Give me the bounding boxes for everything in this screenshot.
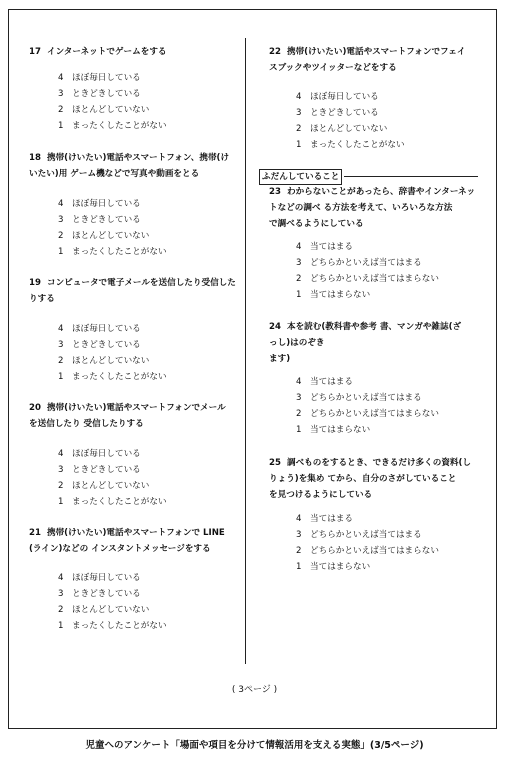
answer-option[interactable]	[58, 353, 149, 369]
option-number: 4	[296, 92, 302, 102]
question-line: 本を読む(教科書や参考 書、マンガや雑誌(ざ	[286, 322, 462, 332]
option-label: 当てはまらない	[310, 562, 371, 572]
question-text	[29, 525, 239, 541]
question-line: 携帯(けいたい)電話やスマートフォン、携帯(け	[46, 153, 230, 163]
answer-option[interactable]	[296, 287, 370, 303]
answer-option[interactable]	[296, 121, 387, 137]
option-number: 2	[296, 124, 302, 134]
option-number: 1	[58, 621, 64, 631]
answer-option[interactable]	[296, 239, 353, 255]
option-label: 当てはまらない	[310, 425, 371, 435]
option-label: ほぼ毎日している	[72, 324, 141, 334]
question-text	[29, 416, 239, 432]
option-label: ほぼ毎日している	[72, 73, 141, 83]
question-line: りする	[29, 294, 55, 304]
option-number: 3	[296, 393, 302, 403]
answer-option[interactable]	[296, 105, 379, 121]
option-label: ほとんどしていない	[72, 105, 150, 115]
answer-option[interactable]	[58, 446, 141, 462]
option-label: どちらかといえば当てはまる	[310, 530, 422, 540]
answer-option[interactable]	[58, 602, 149, 618]
question-text	[269, 200, 483, 216]
option-label: ほぼ毎日している	[72, 573, 141, 583]
answer-option[interactable]	[296, 271, 439, 287]
question-line: っし)はのぞき	[269, 338, 325, 348]
page-number: ( 3ページ )	[231, 685, 278, 695]
question-21	[29, 525, 239, 557]
answer-option[interactable]	[58, 369, 167, 385]
option-label: どちらかといえば当てはまる	[310, 258, 422, 268]
option-number: 4	[296, 242, 302, 252]
option-label: まったくしたことがない	[72, 372, 167, 382]
option-number: 3	[58, 465, 64, 475]
option-number: 1	[296, 290, 302, 300]
question-number: 23	[269, 187, 281, 197]
answer-option[interactable]	[296, 406, 439, 422]
answer-option[interactable]	[58, 494, 167, 510]
question-text	[269, 60, 483, 76]
option-label: ほぼ毎日している	[72, 199, 141, 209]
section-heading	[259, 169, 478, 183]
option-label: ときどきしている	[72, 89, 141, 99]
question-25	[269, 455, 483, 503]
question-text	[29, 541, 239, 557]
question-text	[269, 44, 483, 60]
option-label: まったくしたことがない	[72, 247, 167, 257]
section-label: ふだんしていること	[259, 169, 342, 185]
option-number: 2	[58, 356, 64, 366]
option-number: 4	[58, 449, 64, 459]
option-label: ときどきしている	[72, 340, 141, 350]
option-label: 当てはまらない	[310, 290, 371, 300]
option-label: ほとんどしていない	[72, 481, 150, 491]
question-text	[29, 400, 239, 416]
question-20	[29, 400, 239, 432]
column-divider	[245, 38, 246, 664]
option-number: 1	[58, 247, 64, 257]
answer-option[interactable]	[296, 559, 370, 575]
answer-option[interactable]	[58, 118, 167, 134]
option-number: 1	[58, 497, 64, 507]
question-line: 携帯(けいたい)電話やスマートフォンでフェイ	[286, 47, 466, 57]
question-line: ます)	[269, 354, 291, 364]
option-number: 2	[296, 409, 302, 419]
answer-option[interactable]	[58, 102, 149, 118]
option-number: 3	[58, 215, 64, 225]
option-number: 3	[296, 108, 302, 118]
answer-option[interactable]	[296, 511, 353, 527]
footer-title: 児童へのアンケート「場面や項目を分けて情報活用を支える実態」(3/5ページ)	[85, 740, 424, 751]
question-number: 20	[29, 403, 41, 413]
answer-option[interactable]	[58, 244, 167, 260]
option-label: まったくしたことがない	[310, 140, 405, 150]
option-label: ほとんどしていない	[72, 231, 150, 241]
option-label: どちらかといえば当てはまらない	[310, 546, 439, 556]
question-22	[269, 44, 483, 76]
option-number: 2	[58, 605, 64, 615]
question-number: 21	[29, 528, 41, 538]
answer-option[interactable]	[296, 527, 422, 543]
question-number: 18	[29, 153, 41, 163]
question-number: 25	[269, 458, 281, 468]
question-line: わからないことがあったら、辞書やインターネッ	[286, 187, 476, 197]
option-label: ときどきしている	[72, 465, 141, 475]
question-line: いたい)用 ゲーム機などで写真や動画をとる	[29, 169, 200, 179]
option-label: ときどきしている	[310, 108, 379, 118]
option-number: 1	[296, 562, 302, 572]
answer-option[interactable]	[58, 70, 141, 86]
question-23	[269, 184, 483, 232]
option-label: まったくしたことがない	[72, 621, 167, 631]
question-text	[29, 44, 239, 60]
option-number: 4	[58, 73, 64, 83]
question-19	[29, 275, 239, 307]
question-text	[269, 319, 483, 335]
question-line: コンピュータで電子メールを送信したり受信した	[46, 278, 236, 288]
question-17	[29, 44, 239, 60]
question-line: トなどの調べ る方法を考えて、いろいろな方法	[269, 203, 453, 213]
question-text	[269, 216, 483, 232]
question-text	[29, 166, 239, 182]
answer-option[interactable]	[58, 212, 141, 228]
question-number: 24	[269, 322, 281, 332]
answer-option[interactable]	[58, 586, 141, 602]
answer-option[interactable]	[58, 228, 149, 244]
answer-option[interactable]	[296, 543, 439, 559]
option-number: 3	[296, 530, 302, 540]
option-label: ほぼ毎日している	[310, 92, 379, 102]
option-number: 4	[296, 377, 302, 387]
question-line: で調べるようにしている	[269, 219, 364, 229]
answer-option[interactable]	[58, 462, 141, 478]
option-number: 1	[296, 140, 302, 150]
answer-option[interactable]	[58, 478, 149, 494]
option-number: 3	[58, 89, 64, 99]
section-rule	[344, 176, 478, 177]
question-line: スブックやツイッターなどをする	[269, 63, 397, 73]
question-line: 携帯(けいたい)電話やスマートフォンでメール	[46, 403, 226, 413]
answer-option[interactable]	[296, 374, 353, 390]
option-number: 1	[296, 425, 302, 435]
question-line: インターネットでゲームをする	[46, 47, 167, 57]
answer-option[interactable]	[58, 570, 141, 586]
option-number: 2	[58, 105, 64, 115]
option-number: 2	[296, 546, 302, 556]
question-line: 携帯(けいたい)電話やスマートフォンで LINE	[46, 528, 225, 538]
answer-option[interactable]	[296, 137, 405, 153]
option-number: 2	[58, 231, 64, 241]
option-number: 4	[58, 199, 64, 209]
question-number: 22	[269, 47, 281, 57]
option-label: ほとんどしていない	[72, 356, 150, 366]
option-number: 2	[296, 274, 302, 284]
answer-option[interactable]	[58, 86, 141, 102]
option-label: どちらかといえば当てはまる	[310, 393, 422, 403]
option-label: まったくしたことがない	[72, 497, 167, 507]
option-label: まったくしたことがない	[72, 121, 167, 131]
question-text	[29, 275, 239, 291]
answer-option[interactable]	[296, 255, 422, 271]
question-line: を送信したり 受信したりする	[29, 419, 144, 429]
question-line: (ライン)などの インスタントメッセージをする	[29, 544, 211, 554]
question-text	[269, 184, 483, 200]
option-label: 当てはまる	[310, 514, 353, 524]
question-text	[269, 471, 483, 487]
question-line: 調べものをするとき、できるだけ多くの資料(し	[286, 458, 472, 468]
option-label: 当てはまる	[310, 377, 353, 387]
answer-option[interactable]	[58, 196, 141, 212]
option-label: ほぼ毎日している	[72, 449, 141, 459]
question-text	[269, 455, 483, 471]
question-18	[29, 150, 239, 182]
question-text	[269, 487, 483, 503]
question-text	[269, 335, 483, 351]
option-label: 当てはまる	[310, 242, 353, 252]
question-line: りょう)を集め てから、自分のさがしていること	[269, 474, 457, 484]
answer-option[interactable]	[296, 89, 379, 105]
option-number: 2	[58, 481, 64, 491]
option-number: 3	[58, 589, 64, 599]
answer-option[interactable]	[296, 390, 422, 406]
question-number: 19	[29, 278, 41, 288]
option-label: ほとんどしていない	[310, 124, 388, 134]
question-text	[29, 291, 239, 307]
option-number: 3	[58, 340, 64, 350]
option-number: 4	[58, 573, 64, 583]
option-label: ときどきしている	[72, 589, 141, 599]
option-number: 1	[58, 372, 64, 382]
option-label: ほとんどしていない	[72, 605, 150, 615]
option-label: どちらかといえば当てはまらない	[310, 274, 439, 284]
question-line: を見つけるようにしている	[269, 490, 373, 500]
question-24	[269, 319, 483, 367]
option-number: 4	[58, 324, 64, 334]
answer-option[interactable]	[58, 618, 167, 634]
question-text	[29, 150, 239, 166]
answer-option[interactable]	[58, 337, 141, 353]
question-text	[269, 351, 483, 367]
option-label: ときどきしている	[72, 215, 141, 225]
option-label: どちらかといえば当てはまらない	[310, 409, 439, 419]
option-number: 3	[296, 258, 302, 268]
option-number: 1	[58, 121, 64, 131]
question-number: 17	[29, 47, 41, 57]
answer-option[interactable]	[296, 422, 370, 438]
answer-option[interactable]	[58, 321, 141, 337]
option-number: 4	[296, 514, 302, 524]
